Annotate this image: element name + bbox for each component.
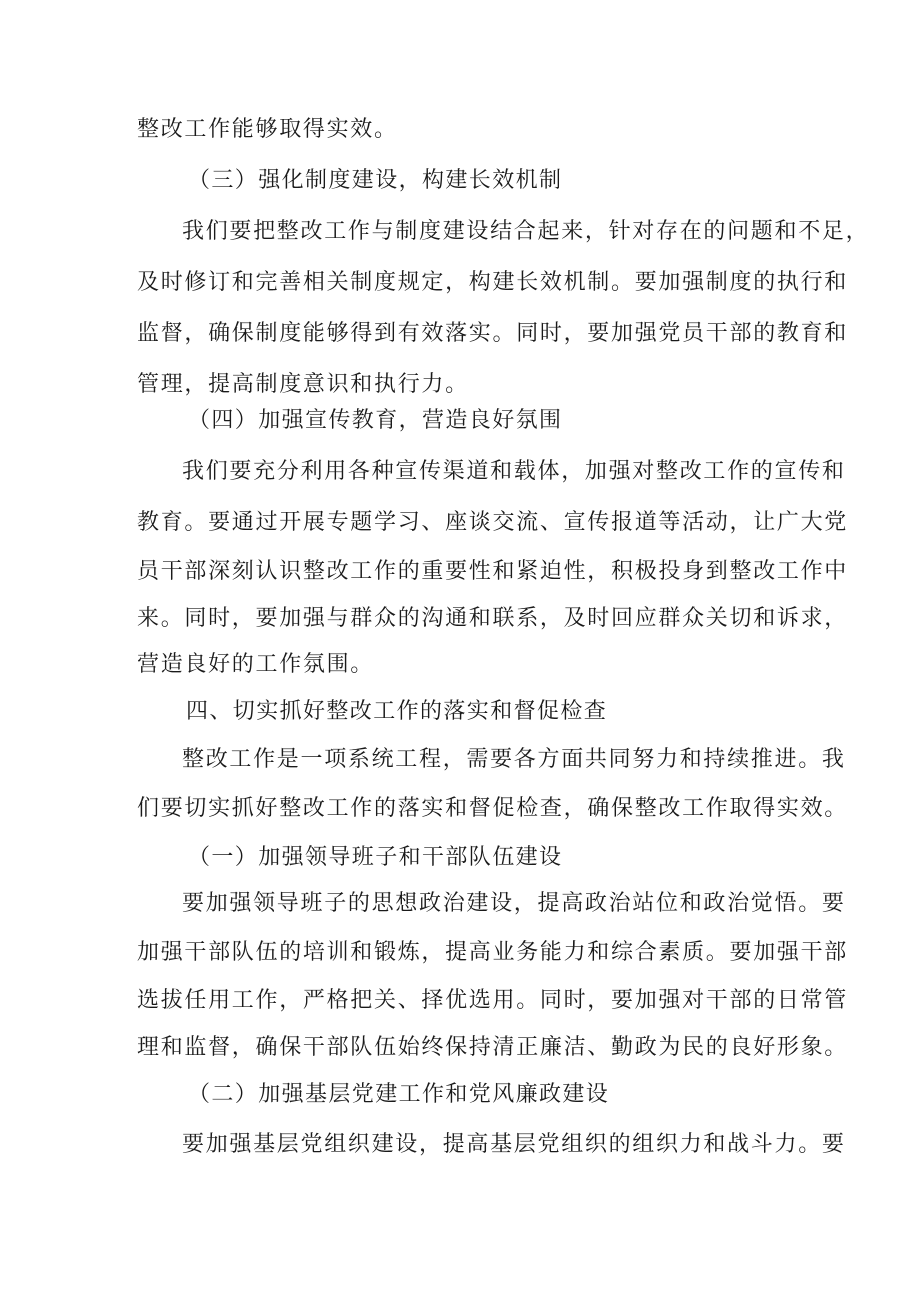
body-text-line: 监督，确保制度能够得到有效落实。同时，要加强党员干部的教育和 xyxy=(137,321,849,346)
body-text-line: 来。同时，要加强与群众的沟通和联系，及时回应群众关切和诉求， xyxy=(137,606,849,631)
body-text-line: 理和监督，确保干部队伍始终保持清正廉洁、勤政为民的良好形象。 xyxy=(137,1035,849,1060)
subheading: （三）强化制度建设，构建长效机制 xyxy=(188,168,563,193)
subheading: （一）加强领导班子和干部队伍建设 xyxy=(188,845,563,870)
body-text-line: 要加强基层党组织建设，提高基层党组织的组织力和战斗力。要 xyxy=(182,1132,846,1157)
body-text-line: 们要切实抓好整改工作的落实和督促检查，确保整改工作取得实效。 xyxy=(137,796,849,821)
body-text-line: 及时修订和完善相关制度规定，构建长效机制。要加强制度的执行和 xyxy=(137,270,849,295)
body-text-line: 员干部深刻认识整改工作的重要性和紧迫性，积极投身到整改工作中 xyxy=(137,559,849,584)
body-text-line: 管理，提高制度意识和执行力。 xyxy=(137,372,469,397)
body-text-line: 营造良好的工作氛围。 xyxy=(137,652,375,677)
body-text-line: 加强干部队伍的培训和锻炼，提高业务能力和综合素质。要加强干部 xyxy=(137,940,849,965)
subheading: （二）加强基层党建工作和党风廉政建设 xyxy=(188,1082,610,1107)
body-text-line: 整改工作能够取得实效。 xyxy=(137,117,398,142)
section-heading: 四、切实抓好整改工作的落实和督促检查 xyxy=(186,699,608,724)
body-text-line: 我们要把整改工作与制度建设结合起来，针对存在的问题和不足， xyxy=(182,219,870,244)
body-text-line: 整改工作是一项系统工程，需要各方面共同努力和持续推进。我 xyxy=(182,747,846,772)
subheading: （四）加强宣传教育，营造良好氛围 xyxy=(188,408,563,433)
body-text-line: 我们要充分利用各种宣传渠道和载体，加强对整改工作的宣传和 xyxy=(182,459,846,484)
body-text-line: 要加强领导班子的思想政治建设，提高政治站位和政治觉悟。要 xyxy=(182,891,846,916)
body-text-line: 选拔任用工作，严格把关、择优选用。同时，要加强对干部的日常管 xyxy=(137,988,849,1013)
body-text-line: 教育。要通过开展专题学习、座谈交流、宣传报道等活动，让广大党 xyxy=(137,510,849,535)
